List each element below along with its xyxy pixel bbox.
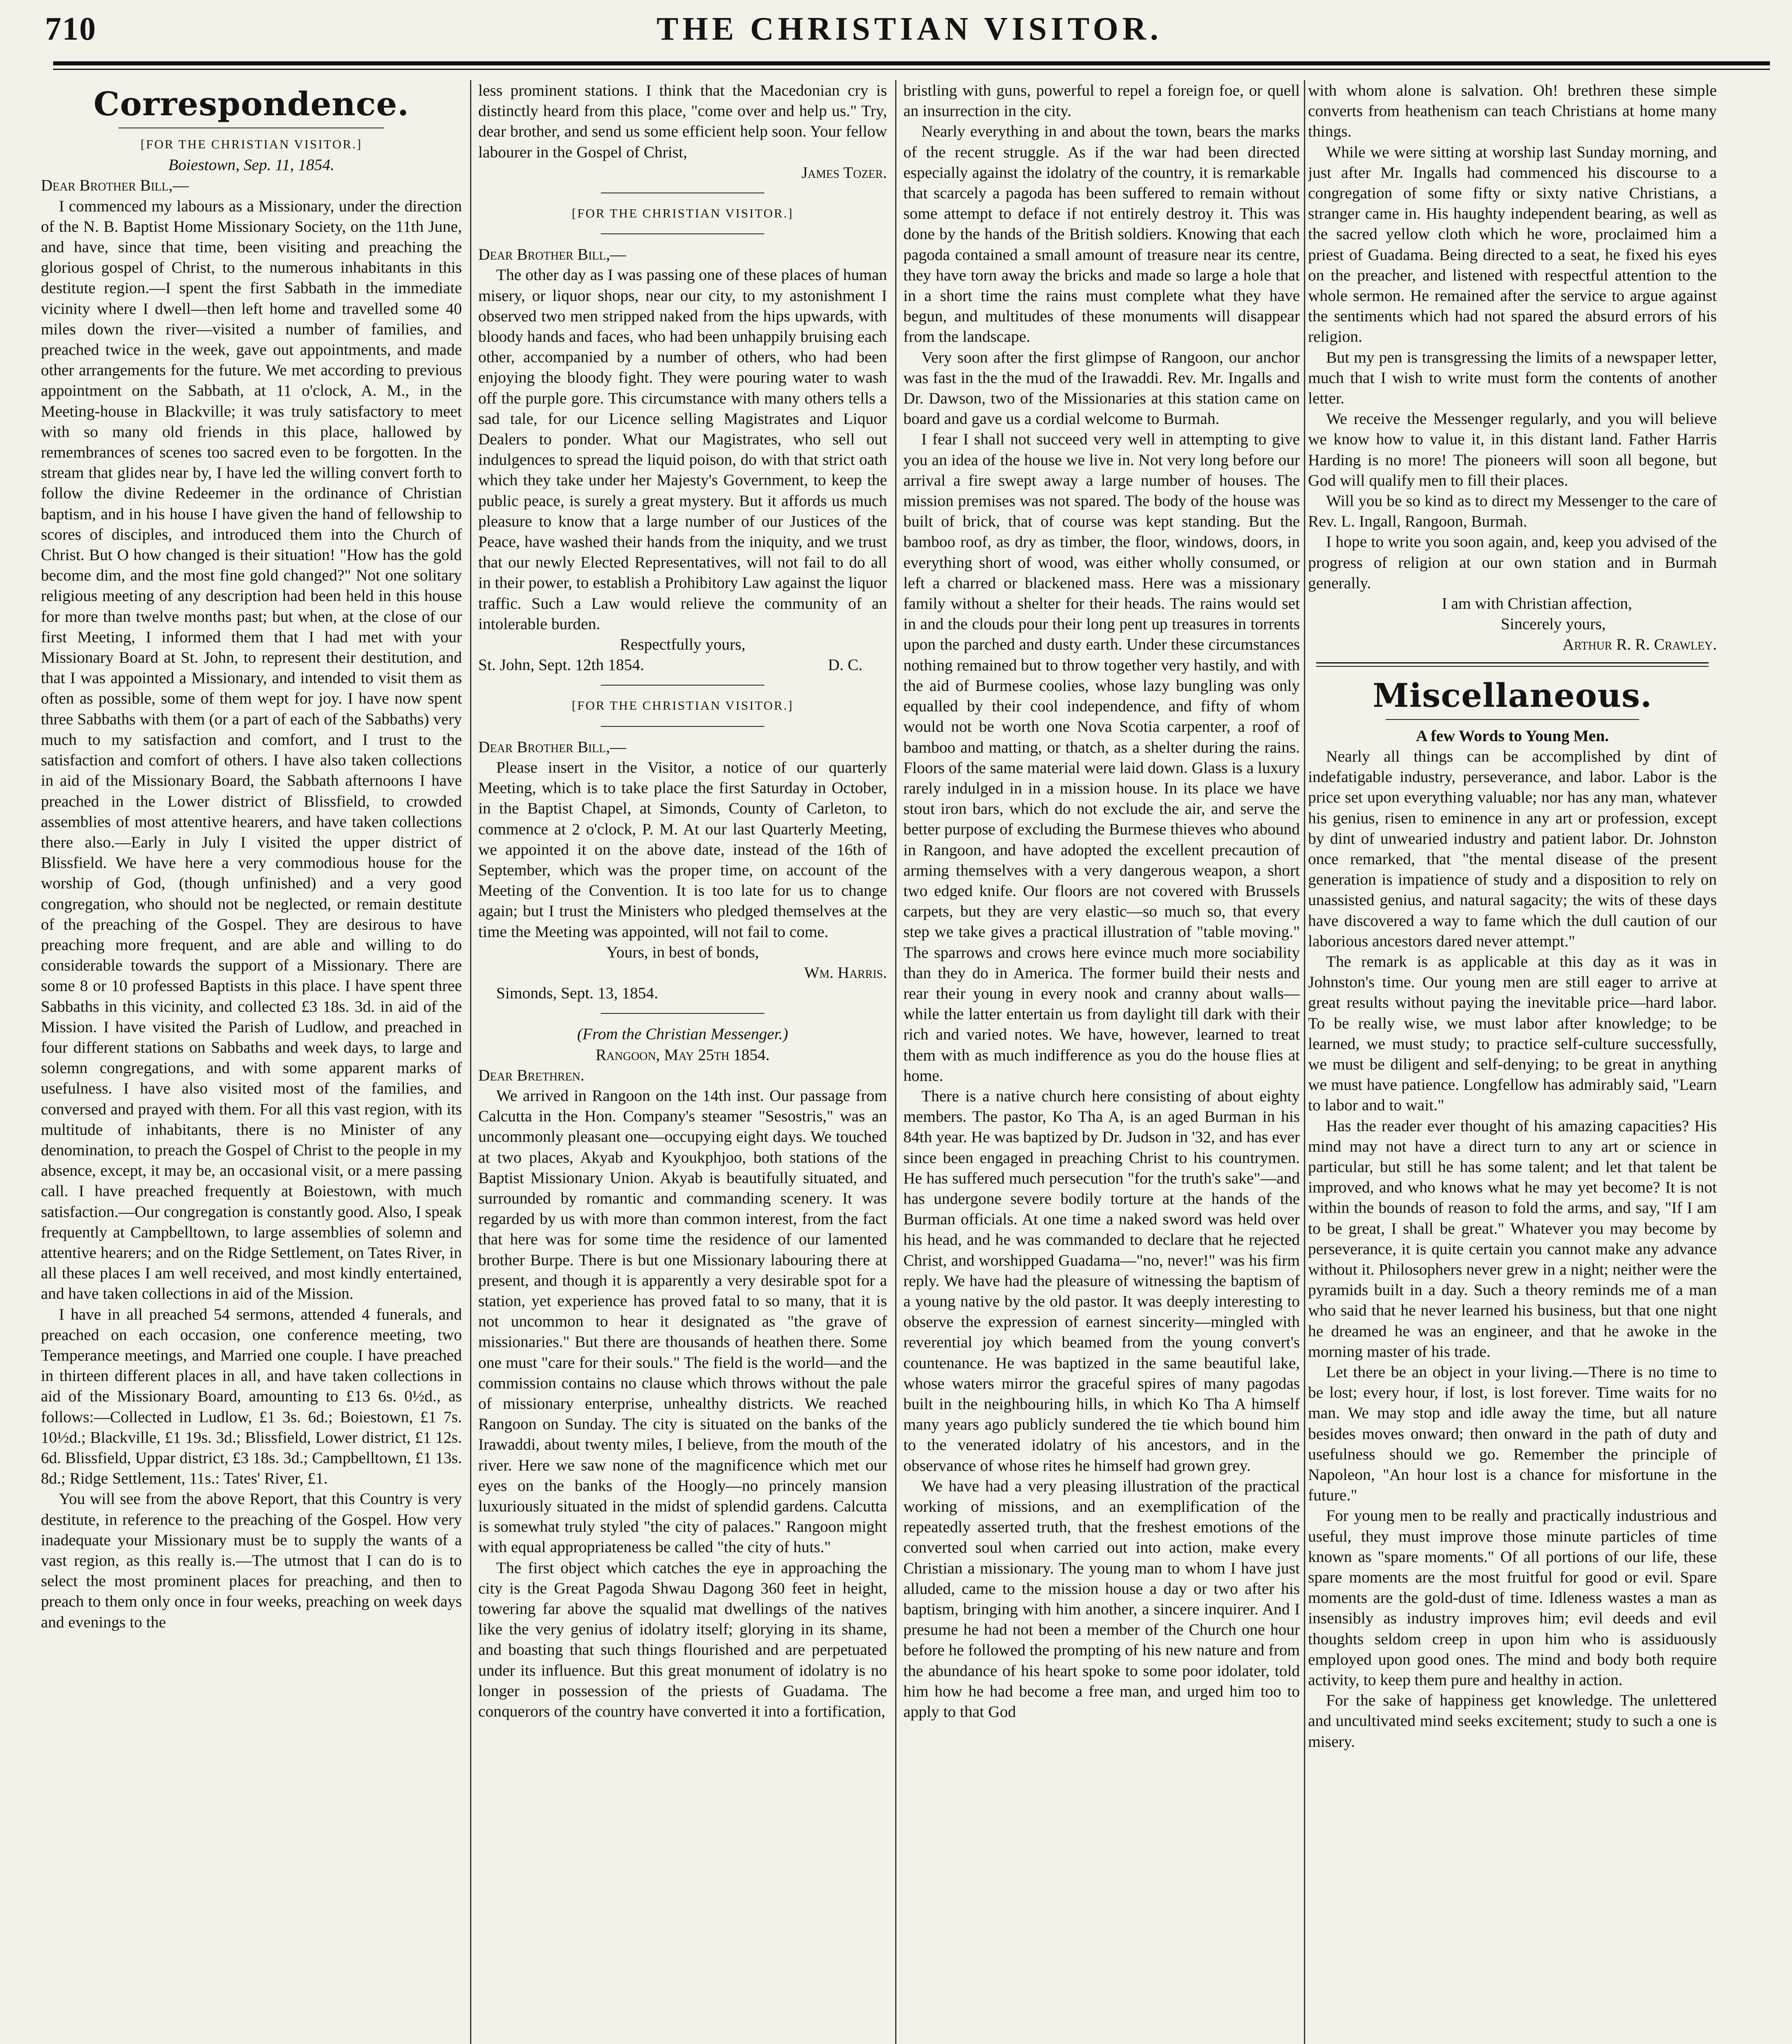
article-paragraph: less prominent stations. I think that the Macedonian cry is distinctly heard from this place, "come over and help us." Try, dear brother, and send us some efficient help soon. Your fellow labourer in the Gospel of Christ, [478,81,887,161]
article-paragraph: You will see from the above Report, that this Country is very destitute, in reference to the preaching of the Gospel. How very inadequate your Missionary must be to supply the wants of a vast region, as this really is.—The utmost that I can do is to select the most prominent places for preaching, and then to preach to them only once in four weeks, preaching on week days and evenings to the [41,1490,462,1631]
article-paragraph: Very soon after the first glimpse of Rangoon, our anchor was fast in the the mud of the Irawaddi. Rev. Mr. Ingalls and Dr. Dawson, two of the Missionaries at this station came on board and gave us a cordial welcome to Burmah. [903,348,1300,428]
section-rule [1386,719,1639,720]
article-paragraph: There is a native church here consisting of about eighty members. The pastor, Ko Tha A, is an aged Burman in his 84th year. He was baptized by Dr. Judson in '32, and has ever since been engaged in preaching Christ to his countrymen. He has suffered much persecution "for the truth's sake"—and has undergone severe bodily torture at the hands of the Burman officials. At one time a naked sword was held over his head, and he was commanded to declare that he rejected Christ, and worshipped Guadama—"no, never!" was his firm reply. We have had the pleasure of witnessing the baptism of a young native by the old pastor. It was deeply interesting to observe the expression of earnest sincerity—mingled with reverential joy which beamed from the young convert's countenance. He was baptized in the same beautiful lake, whose waters mirror the graceful spires of many pagodas built in the neighbouring hills, in which Ko Tha A himself many years ago publicly sundered the tie which bound him to the venerated idolatry of his ancestors, and in the observance of whose rites he himself had grown grey. [903,1087,1300,1475]
article-paragraph: The remark is as applicable at this day as it was in Johnston's time. Our young men are still eager to arrive at great results without paying the inevitable price—hard labor. To be really wise, we must labor after knowledge; to be learned, we must study; to practice self-culture successfully, we must be diligent and self-denying; to be great in anything we must have patience. Longfellow has admirably said, "Learn to labor and to wait." [1308,952,1717,1114]
article-divider [601,233,764,234]
source-line: (From the Christian Messenger.) [577,1025,788,1043]
column-divider [470,80,471,2044]
article-divider [601,1013,764,1014]
section-heading-miscellaneous: Miscellaneous. [1373,676,1652,715]
salutation: Dear Brother Bill,— [478,737,626,756]
article-paragraph: We have had a very pleasing illustration of the practical working of missions, and an exemplification of the repeatedly asserted truth, that the freshest emotions of the converted soul when carried out into action, make every Christian a missionary. The young man to whom I have just alluded, came to the mission house a day or two after his baptism, bringing with him another, a sincere inquirer. And I presume he had not been a member of the Church one hour before he followed the prompting of his new nature and from the abundance of his heart spoke to some poor idolater, told him how he had become a free man, and urged him too to apply to that God [903,1477,1300,1721]
signature: D. C. [828,656,862,674]
masthead-title: THE CHRISTIAN VISITOR. [656,11,1163,47]
letter-date: Simonds, Sept. 13, 1854. [496,984,659,1002]
salutation: Dear Brethren. [478,1066,585,1084]
source-line: [FOR THE CHRISTIAN VISITOR.] [571,206,794,221]
closing-line: I am with Christian affection, [1442,594,1632,613]
salutation: Dear Brother Bill,— [478,245,626,264]
article-paragraph: Has the reader ever thought of his amazing capacities? His mind may not have a direct turn to any art or science in particular, but still he has some talent; and let that talent be improved, and who knows what he may yet become? It is not within the bounds of reason to fold the arms, and say, "If I am to be great, I shall be great." Whatever you may become by perseverance, it is quite certain you cannot make any advance without it. Philosophers never grew in a night; neither were the pyramids built in a day. Such a theory reminds me of a man who said that he never learned his business, but that one night he dreamed he was an engineer, and that he awoke in the morning master of his trade. [1308,1116,1717,1360]
page-header [45,0,1774,61]
closing-line: Sincerely yours, [1501,615,1606,633]
column-1 [41,80,462,2044]
closing-line: Respectfully yours, [620,635,746,654]
article-paragraph: with whom alone is salvation. Oh! brethren these simple converts from heathenism can teach Christians at home many things. [1308,81,1717,141]
dateline: Rangoon, May 25th 1854. [596,1045,770,1064]
dateline: Boiestown, Sep. 11, 1854. [168,156,335,174]
column-4 [1308,80,1717,2044]
signature-line [478,654,887,675]
column-divider [1304,80,1305,2044]
article-paragraph: While we were sitting at worship last Sunday morning, and just after Mr. Ingalls had commenced his discourse to a congregation of some fifty or sixty native Christians, a stranger came in. His haughty independent bearing, as well as the sacred yellow cloth which he wore, proclaimed him a priest of Guadama. Being directed to a seat, he fixed his eyes on the preacher, and listened with respectful attention to the whole sermon. He remained after the service to argue against the sentiments which had not spared the absurd errors of his religion. [1308,143,1717,346]
closing-line: Yours, in best of bonds, [606,943,759,961]
column-2 [478,80,887,2044]
article-paragraph: Will you be so kind as to direct my Messenger to the care of Rev. L. Ingall, Rangoon, Burmah. [1308,492,1717,531]
section-divider [1316,662,1709,667]
article-title: A few Words to Young Men. [1416,726,1609,745]
signature: Wm. Harris. [804,963,887,982]
article-paragraph: I have in all preached 54 sermons, attended 4 funerals, and preached on each occasion, one conference meeting, two Temperance meetings, and Married one couple. I have preached in thirteen different places in all, and have taken collections in aid of the Missionary Board, amounting to £13 6s. 0½d., as follows:—Collected in Ludlow, £1 3s. 6d.; Boiestown, £1 7s. 10½d.; Blackville, £1 19s. 3d.; Blissfield, Lower district, £1 12s. 6d. Blissfield, Uppar district, £3 18s. 3d.; Campbelltown, £1 13s. 8d.; Ridge Settlement, 11s.: Tates' River, £1. [41,1305,462,1488]
article-paragraph: The other day as I was passing one of these places of human misery, or liquor shops, near our city, to my astonishment I observed two men stripped naked from the hips upwards, with bloody hands and faces, who had been unhappily bruising each other, accompanied by a number of others, who had been enjoying the bloody fight. They were pouring water to wash off the purple gore. This circumstance with many others tells a sad tale, for our Licence selling Magistrates and Liquor Dealers to ponder. What our Magistrates, who sell out indulgences to spread the liquid poison, do with that strict oath which they take under her Majesty's Government, to keep the public peace, is surely a great mystery. But it affords us much pleasure to know that a large number of our Justices of the Peace, have washed their hands from the iniquity, and we trust that our newly Elected Representatives, will not fail to do all in their power, to establish a Prohibitory Law against the liquor traffic. Such a Law would relieve the community of an intolerable burden. [478,266,887,633]
salutation: Dear Brother Bill,— [41,176,189,195]
source-line: [FOR THE CHRISTIAN VISITOR.] [140,137,363,151]
article-paragraph: Nearly all things can be accomplished by dint of indefatigable industry, perseverance, and labor. Labor is the price set upon everything valuable; nor has any man, whatever his genius, risen to eminence in any art or profession, except by dint of unwearied industry and patient labor. Dr. Johnston once remarked, that "the mental disease of the present generation is impatience of study and a disposition to rely on unassisted genius, and natural sagacity; the wits of these days have discovered a way to fame which the dull caution of our laborious ancestors dared never attempt." [1308,747,1717,950]
article-paragraph: Let there be an object in your living.—There is no time to be lost; every hour, if lost, is lost forever. Time waits for no man. We may stop and idle away the time, but all nature besides moves onward; then onward in the path of duty and usefulness should we go. Remember the principle of Napoleon, "An hour lost is a chance for misfortune in the future." [1308,1363,1717,1504]
article-divider [601,726,764,727]
source-line: [FOR THE CHRISTIAN VISITOR.] [571,698,794,713]
article-paragraph: For the sake of happiness get knowledge. The unlettered and uncultivated mind seeks excitement; study to such a one is misery. [1308,1691,1717,1750]
article-paragraph: For young men to be really and practically industrious and useful, they must improve those minute particles of time known as "spare moments." Of all portions of our life, these spare moments are the most fruitful for good or evil. Spare moments are the gold-dust of time. Idleness wastes a man as insensibly as industry improves him; evil deeds and evil thoughts seldom creep in upon him who is assiduously employed upon good ones. The mind and body both require activity, to keep them pure and healthy in action. [1308,1506,1717,1689]
section-heading-correspondence: Correspondence. [93,85,410,123]
header-rule-thin [53,69,1770,70]
article-paragraph: But my pen is transgressing the limits of a newspaper letter, much that I wish to write must form the contents of another letter. [1308,348,1717,408]
header-rule [53,61,1770,65]
article-paragraph: Please insert in the Visitor, a notice of our quarterly Meeting, which is to take place the first Saturday in October, in the Baptist Chapel, at Simonds, County of Carleton, to commence at 2 o'clock, P. M. At our last Quarterly Meeting, we appointed it on the above date, instead of the 16th of September, which was the proper time, on account of the Meeting of the Convention. It is too late for us to change again; but I trust the Ministers who pledged themselves at the time the Meeting was appointed, will not fail to come. [478,758,887,941]
column-3 [903,80,1300,2044]
article-paragraph: I fear I shall not succeed very well in attempting to give you an idea of the house we live in. Not very long before our arrival a fire swept away a large number of houses. The mission premises was not spared. The body of the house was built of brick, that of course was kept standing. But the bamboo roof, as dry as timber, the floor, windows, doors, in everything short of wood, was either wholly consumed, or left a charred or blackened mass. Here was a missionary family without a shelter for their heads. The rains would set in and the clouds pour their long pent up treasures in torrents upon the parched and dusty earth. Under these circumstances nothing remained but to throw together very hastily, and with the aid of Burmese coolies, whose lazy bungling was only equalled by their cool independence, and fifty of whom would not be worth one Nova Scotia carpenter, a roof of bamboo and matting, or thatch, as a shelter during the rains. Floors of the same material were laid down. Glass is a luxury rarely indulged in in a mission house. In its place we have stout iron bars, which do not exclude the air, and serve the better purpose of excluding the Burmese thieves who abound in Rangoon, and have adopted the excellent precaution of arming themselves with a very dangerous weapon, a short two edged knife. Our floors are not covered with Brussels carpets, but they are very elastic—so much so, that every step we take gives a practical illustration of "table moving." The sparrows and crows here evince much more sociability than they do in America. The former build their nests and rear their young in every nook and cranny about walls—while the latter entertain us from daylight till dark with their rich and varied notes. We have, however, learned to treat them with as much indifference as you do the house flies at home. [903,430,1300,1085]
letter-date: St. John, Sept. 12th 1854. [478,656,645,674]
article-paragraph: We receive the Messenger regularly, and you will believe we know how to value it, in this distant land. Father Harris Harding is no more! The pioneers will soon all begone, but God will qualify men to fill their places. [1308,410,1717,489]
article-paragraph: The first object which catches the eye in approaching the city is the Great Pagoda Shwau Dagong 360 feet in height, towering far above the squalid mat dwellings of the natives like the very genius of idolatry itself; glorying in its shame, and boasting that such things flourished and are perpetuated under its influence. But this great monument of idolatry is no longer in possession of the priests of Guadama. The conquerors of the country have converted it into a fortification, [478,1558,887,1721]
article-paragraph: I commenced my labours as a Missionary, under the direction of the N. B. Baptist Home Missionary Society, on the 11th June, and have, since that time, been visiting and preaching the glorious gospel of Christ, to the numerous inhabitants in this destitute region.—I spent the first Sabbath in the immediate vicinity where I dwell—then left home and travelled some 40 miles down the river—visited a number of families, and preached twice in the week, gave out appointments, and made other arrangements for the future. We met according to previous appointment on the Sabbath, at 11 o'clock, A. M., in the Meeting-house in Blackville; it was truly satisfactory to meet with so many old friends in this place, hallowed by remembrances of scenes too sacred even to be forgotten. In the stream that glides near by, I have led the willing convert forth to follow the divine Redeemer in the ordinance of Christian baptism, and in his house I have given the hand of fellowship to scores of disciples, and introduced them into the Church of Christ. But O how changed is their situation! "How has the gold become dim, and the most fine gold changed?" Not one solitary religious meeting of any description had been held in this house for more than twelve months past; but when, at the close of our first Meeting, I informed them that I had met with your Missionary Board at St. John, to represent their destitution, and that I was appointed a Missionary, and intended to visit them as often as possible, some of them wept for joy. I have now spent three Sabbaths with them (or a part of each of the Sabbaths) very much to my satisfaction and comfort, and I trust to the satisfaction and comfort of others. I have also taken collections in aid of the Missionary Board, the Sabbath afternoons I have preached in the Lower district of Blissfield, to crowded assemblies of most attentive hearers, and have taken collections there also.—Early in July I visited the upper district of Blissfield. We have here a very commodious house for the worship of God, (though unfinished) and a very good congregation, who should not be neglected, or remain destitute of the preaching of the Gospel. They are desirous to have preaching more frequent, and are able and willing to do considerable towards the support of a Missionary. There are some 8 or 10 professed Baptists in this place. I have spent three Sabbaths in this vicinity, and collected £3 18s. 3d. in aid of the Mission. I have visited the Parish of Ludlow, and preached in four different stations on Sabbaths and week days, to large and solemn congregations, and with some apparent marks of usefulness. I have also visited most of the families, and conversed and prayed with them. For all this vast region, with its multitude of inhabitants, there is no Minister of any denomination, to preach the Gospel of Christ to the people in my absence, except, it may be, an occasional visit, or a mere passing call. I have preached frequently at Boiestown, with much satisfaction.—Our congregation is constantly good. Also, I speak frequently at Campbelltown, to large assemblies of solemn and attentive hearers; and on the Ridge Settlement, on Tates River, in all these places I am well received, and most kindly entertained, and have taken collections in aid of the Mission. [41,197,462,1303]
article-divider [601,685,764,686]
article-paragraph: I hope to write you soon again, and, keep you advised of the progress of religion at our own station and in Burmah generally. [1308,533,1717,592]
signature: James Tozer. [801,163,887,182]
article-paragraph: bristling with guns, powerful to repel a foreign foe, or quell an insurrection in the city. [903,81,1300,120]
signature: Arthur R. R. Crawley. [1562,635,1717,654]
article-paragraph: We arrived in Rangoon on the 14th inst. Our passage from Calcutta in the Hon. Company's steamer "Sesostris," was an uncommonly pleasant one—occupying eight days. We touched at two places, Akyab and Kyoukphjoo, both stations of the Baptist Missionary Union. Akyab is beautifully situated, and surrounded by romantic and commanding scenery. It was regarded by us with more than common interest, from the fact that here was for some time the residence of our lamented brother Burpe. There is but one Missionary labouring there at present, and though it is apparently a very desirable spot for a station, yet experience has proved fatal to so many, that it is not uncommon to hear it designated as "the grave of missionaries." But there are thousands of heathen there. Some one must "care for their souls." The field is the world—and the commission contains no clause which throws without the pale of missionary enterprise, unhealthy districts. We reached Rangoon on Sunday. The city is situated on the banks of the Irawaddi, about twenty miles, I believe, from the mouth of the river. Here we saw none of the magnificence which met our eyes on the banks of the Hoogly—no princely mansion luxuriously situated in the midst of splendid gardens. Calcutta is somewhat truly styled "the city of palaces." Rangoon might with equal appropriateness be called "the city of huts." [478,1086,887,1556]
article-paragraph: Nearly everything in and about the town, bears the marks of the recent struggle. As if the war had been directed especially against the idolatry of the country, it is remarkable that scarcely a pagoda has been suffered to remain without some attempt to deface if not entirely destroy it. This was done by the hands of the British soldiers. Knowing that each pagoda contained a small amount of treasure near its centre, they have torn away the bricks and made so large a hole that in a short time the rains must complete what they have begun, and multitudes of these monuments will disappear from the landscape. [903,122,1300,346]
page-number: 710 [45,11,96,47]
column-divider [895,80,896,2044]
